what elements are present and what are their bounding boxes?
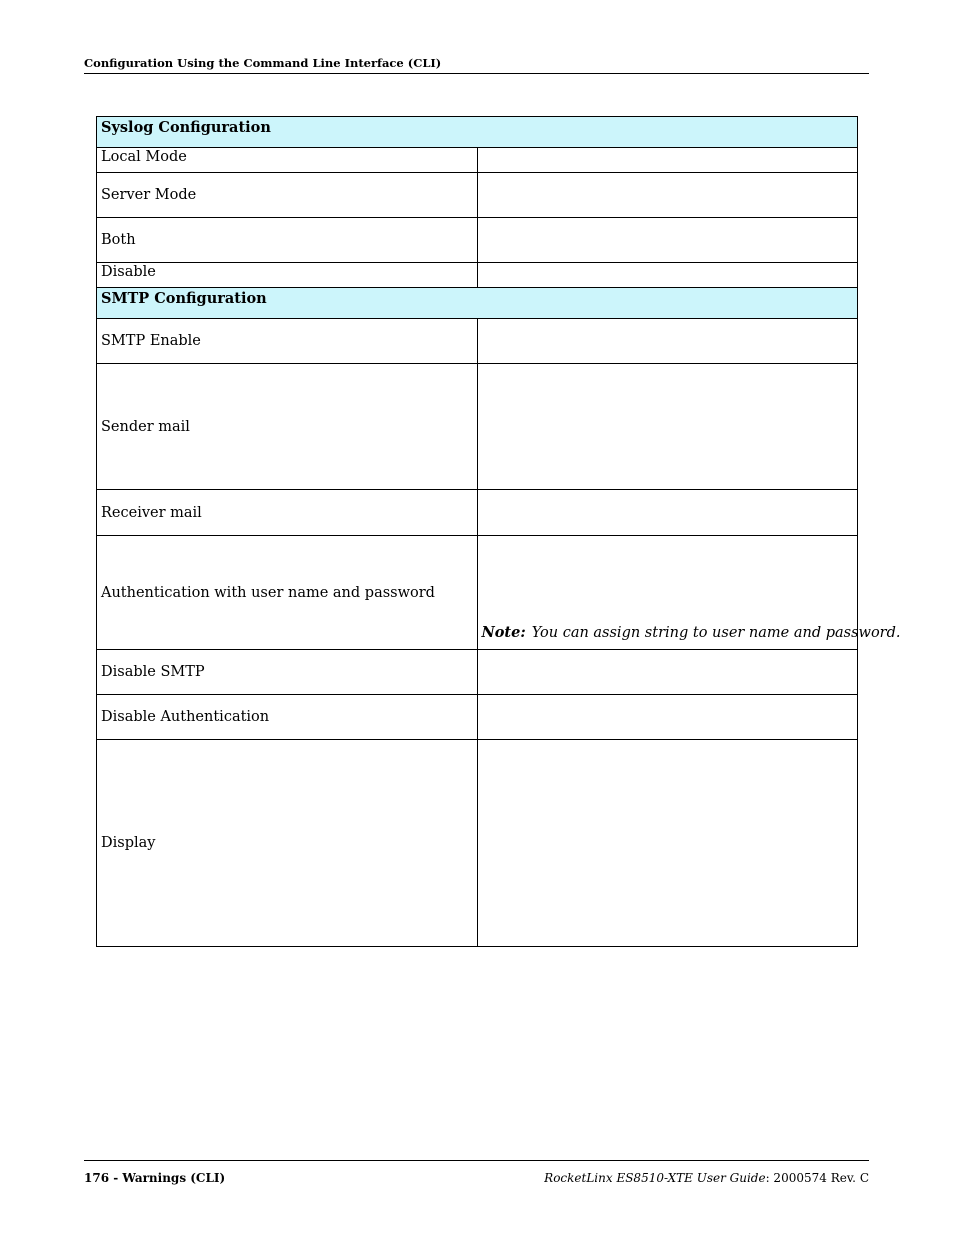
row-value	[477, 490, 858, 536]
note-label: Note:	[481, 624, 526, 641]
table-row	[97, 536, 858, 650]
row-label-receiver-mail: Receiver mail	[97, 490, 478, 536]
note-text: You can assign string to user name and password.	[531, 625, 901, 641]
row-label-sender-mail: Sender mail	[97, 364, 478, 490]
page-footer	[84, 1160, 869, 1185]
table-row	[97, 490, 858, 536]
row-label-disable-smtp: Disable SMTP	[97, 650, 478, 695]
row-value	[477, 650, 858, 695]
table-row	[97, 740, 858, 947]
row-value	[477, 173, 858, 218]
row-label-server-mode: Server Mode	[97, 173, 478, 218]
row-value	[477, 148, 858, 173]
footer-page-label: 176 - Warnings (CLI)	[84, 1171, 226, 1185]
table-row	[97, 319, 858, 364]
row-label-disable: Disable	[97, 263, 478, 288]
table-row	[97, 364, 858, 490]
page-header-title: Configuration Using the Command Line Interface (CLI)	[84, 56, 442, 70]
row-label-both: Both	[97, 218, 478, 263]
config-table	[96, 116, 901, 947]
row-value	[477, 695, 858, 740]
row-value	[477, 740, 858, 947]
section-heading-smtp: SMTP Configuration	[97, 288, 858, 319]
table-row	[97, 695, 858, 740]
section-heading-syslog: Syslog Configuration	[97, 117, 858, 148]
table-row	[97, 173, 858, 218]
row-value	[477, 319, 858, 364]
row-label-disable-authentication: Disable Authentication	[97, 695, 478, 740]
table-row	[97, 650, 858, 695]
footer-document-title	[544, 1170, 869, 1186]
row-label-smtp-enable: SMTP Enable	[97, 319, 478, 364]
row-value	[477, 263, 858, 288]
row-label-authentication: Authentication with user name and password	[97, 536, 478, 650]
auth-note	[482, 625, 901, 641]
row-value	[477, 218, 858, 263]
footer-revision: : 2000574 Rev. C	[765, 1171, 869, 1185]
row-label-display: Display	[97, 740, 478, 947]
row-value	[477, 536, 901, 650]
table-section-row	[97, 288, 858, 319]
row-label-local-mode: Local Mode	[97, 148, 478, 173]
page-header	[84, 56, 869, 74]
table-row	[97, 148, 858, 173]
row-value	[477, 364, 858, 490]
table-section-row	[97, 117, 858, 148]
footer-guide-name: RocketLinx ES8510-XTE User Guide	[544, 1171, 766, 1185]
table-row	[97, 263, 858, 288]
table-row	[97, 218, 858, 263]
